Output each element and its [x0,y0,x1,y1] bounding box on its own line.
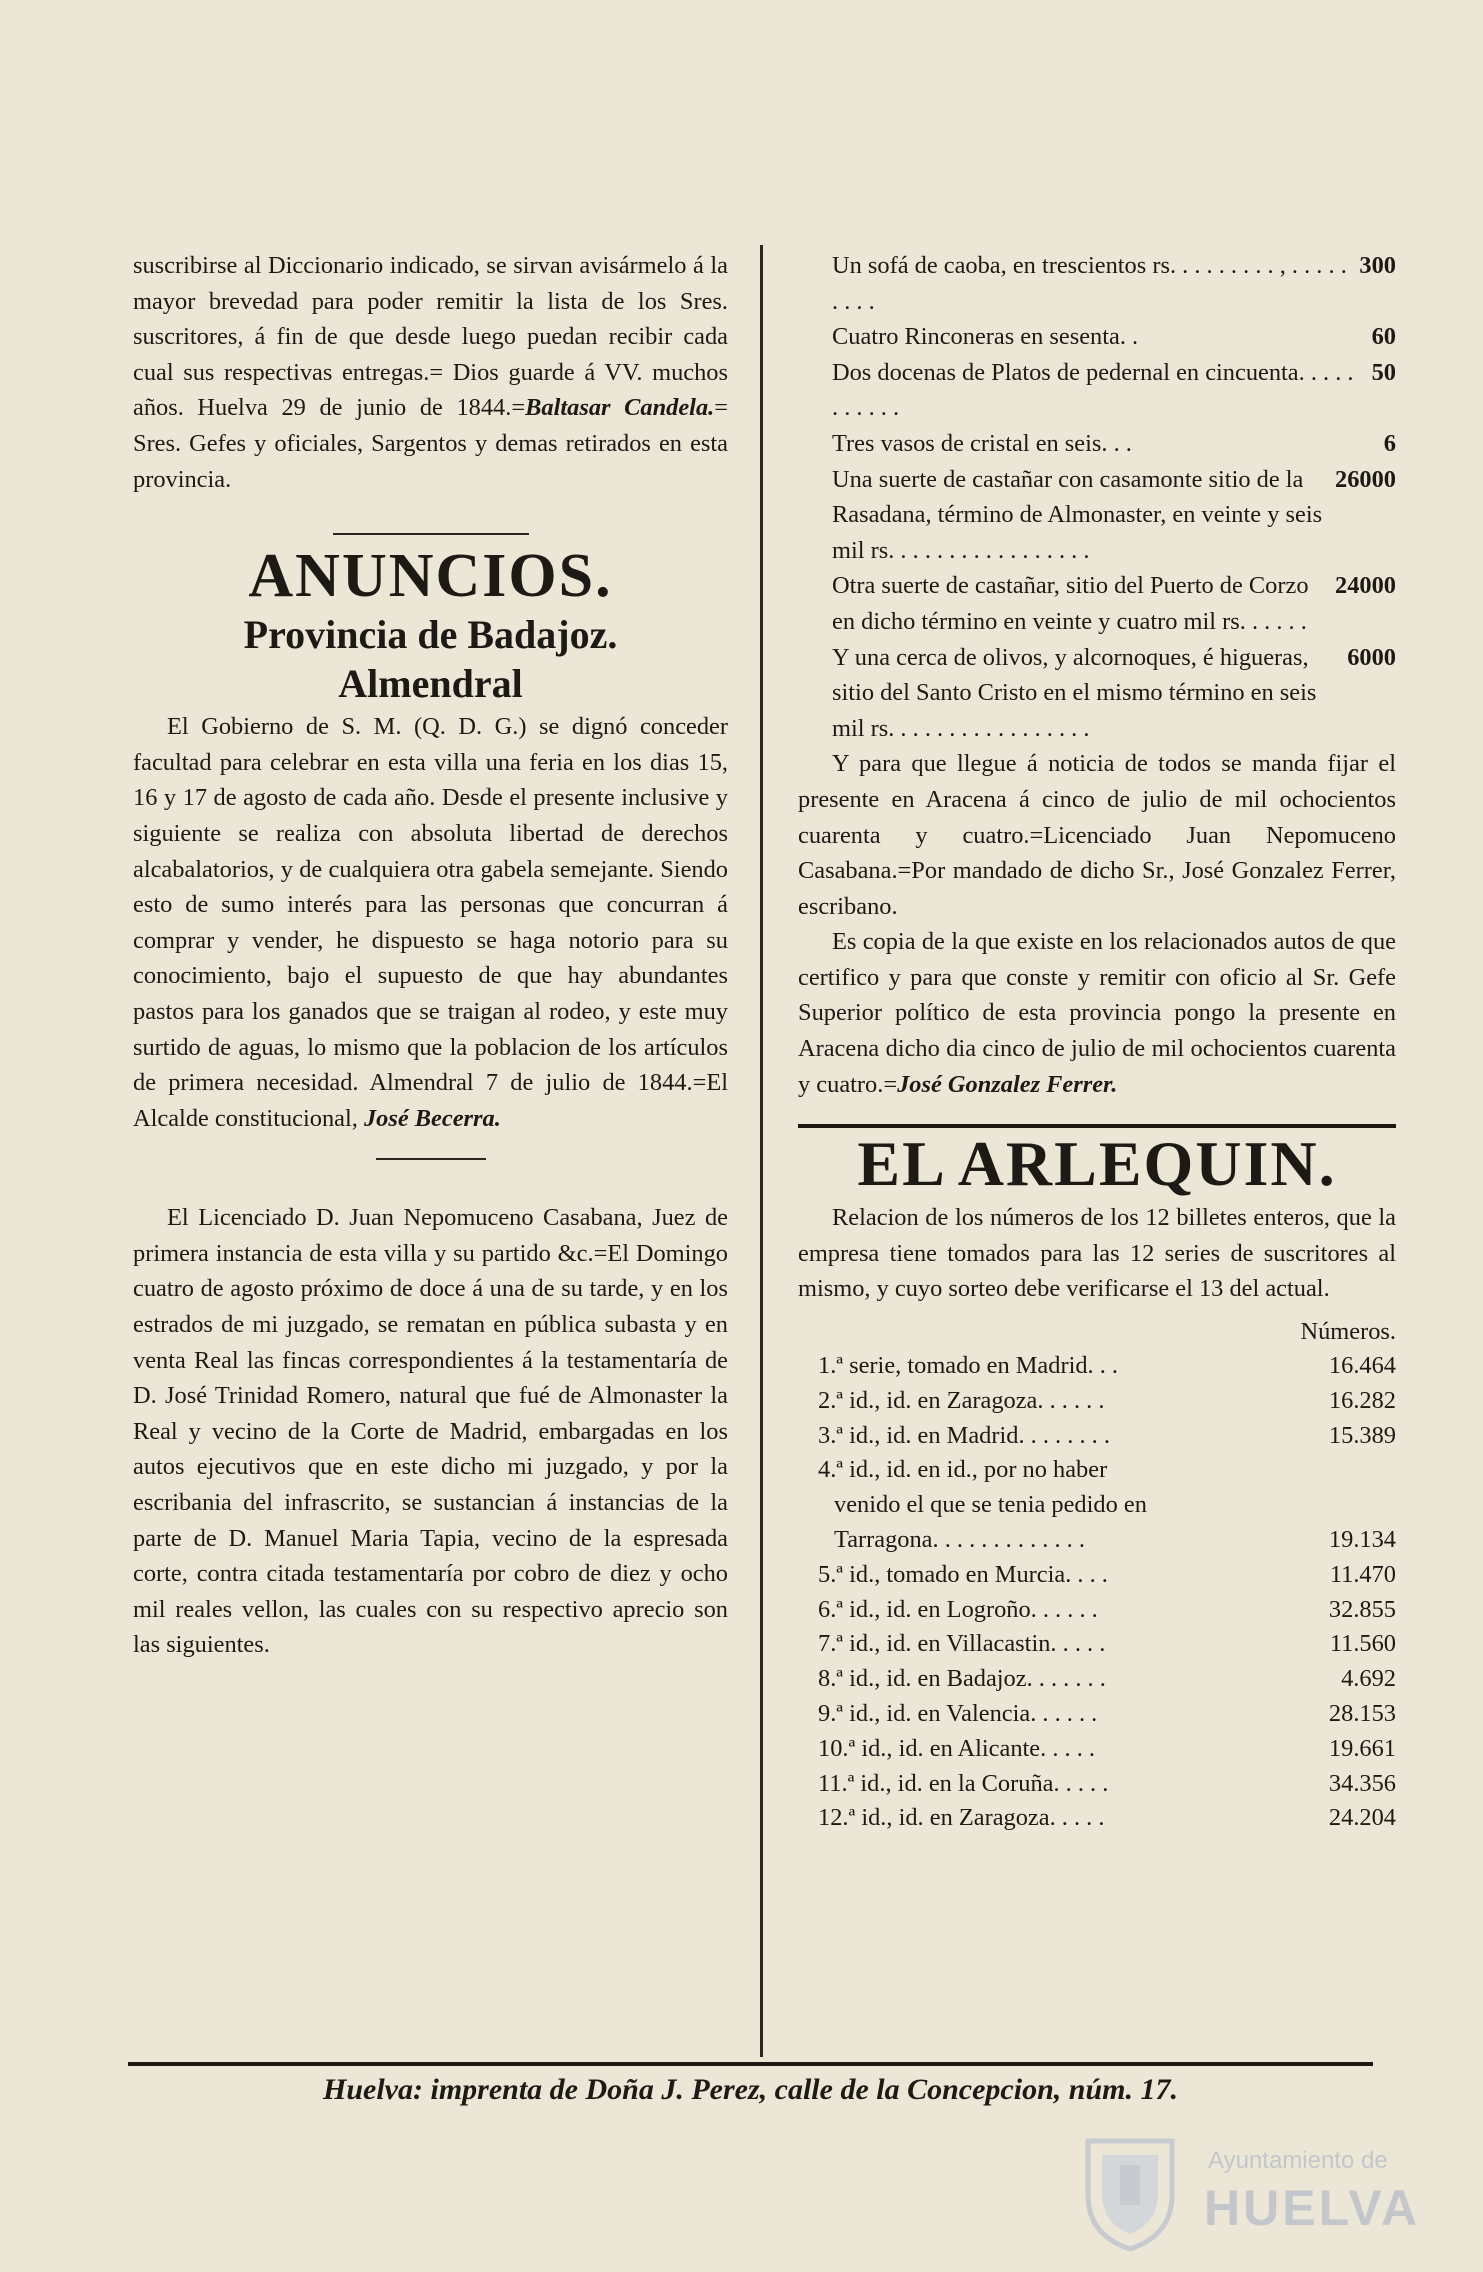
series-row [798,1732,1396,1767]
left-column [133,248,728,1663]
series-value: 32.855 [1328,1595,1396,1623]
archive-watermark [1080,2135,1421,2255]
series-row [798,1593,1396,1628]
series-value: 19.661 [1328,1734,1396,1762]
series-row [798,1419,1396,1454]
auction-item-row [798,355,1396,426]
auction-item-row [798,319,1396,355]
series-value: 4.692 [1341,1665,1396,1693]
series-label: 11.ª id., id. en la Coruña. . . . . [818,1769,1109,1797]
series-value: 28.153 [1328,1700,1396,1727]
series-label: 9.ª id., id. en Valencia. . . . . . [818,1700,1098,1727]
series-value: 24.204 [1328,1804,1396,1832]
series-label: 12.ª id., id. en Zaragoza. . . . . [818,1804,1105,1832]
series-value: 11.470 [1329,1560,1396,1588]
auction-item-text: Cuatro Rinconeras en sesenta. . [832,323,1139,351]
series-label: 6.ª id., id. en Logroño. . . . . . [818,1595,1098,1623]
anuncios-heading: ANUNCIOS. [248,542,613,611]
watermark-top: Ayuntamiento de [1208,2147,1388,2174]
series-row [798,1662,1396,1697]
series-value: 16.464 [1328,1352,1396,1380]
notice-divider [376,1158,486,1160]
series-row [798,1767,1396,1802]
auction-item-text: Un sofá de caoba, en trescientos rs. . . . . . . . . , . . . . . . . . . [832,252,1347,315]
auction-item-value: 6000 [1347,643,1396,671]
series-row [798,1558,1396,1593]
series-row [798,1627,1396,1662]
series-value: 19.134 [1328,1526,1396,1554]
subscription-notice-end: = Sres. Gefes y oficiales, Sargentos y demas retirados en esta provincia. [133,394,729,493]
auction-item-text: Otra suerte de castañar, sitio del Puerto de Corzo en dicho término en veinte y cuatro mil rs. . . . . . [832,572,1309,635]
series-row [798,1697,1396,1732]
series-label: 10.ª id., id. en Alicante. . . . . [818,1734,1096,1762]
auction-item-text: Dos docenas de Platos de pedernal en cincuenta. . . . . . . . . . . [832,358,1354,422]
column-rule [760,245,763,2057]
auction-item-value: 300 [1359,252,1396,279]
subscription-notice [133,248,728,497]
auction-notice: El Licenciado D. Juan Nepomuceno Casabana, Juez de primera instancia de esta villa y su partido &c.=El Domingo cuatro de agosto próximo de doce á una de su tarde, y en los estrados de mi juzgado, se rematan en pública subasta y en venta Real las fincas correspondientes á la testamentaría de D. José Trinidad Romero, natural que fué de Almonaster la Real y vecino de la Corte de Madrid, embargadas en los autos ejecutivos que en este dicho mi juzgado, y por la escribania del infrascrito, se sustancian á instancias de la parte de D. Manuel Maria Tapia, vecino de la espresada corte, contra citada testamentaría por cobro de diez y ocho mil reales vellon, las cuales con su respectivo aprecio son las siguientes. [133,1204,728,1659]
copy-certification-text: Es copia de la que existe en los relacionados autos de que certifico y para que conste y remitir con oficio al Sr. Gefe Superior político de esta provincia pongo la presente en Aracena dicho dia cinco de julio de mil ochocientos cuarenta y cuatro.= [798,928,1396,1098]
auction-item-value: 50 [1371,358,1396,386]
series-row [798,1523,1396,1558]
printer-footer: Huelva: imprenta de Doña J. Perez, calle de la Concepcion, núm. 17. [128,2062,1373,2112]
watermark-main: HUELVA [1204,2180,1421,2236]
series-label-cont: Tarragona. . . . . . . . . . . . . [834,1526,1085,1554]
auction-item-value: 26000 [1335,465,1396,493]
auction-items [798,248,1396,746]
lottery-intro: Relacion de los números de los 12 billetes enteros, que la empresa tiene tomados para las 12 series de suscritores al mismo, y cuyo sorteo debe verificarse el 13 del actual. [798,1204,1396,1303]
auction-item-row [798,568,1396,639]
series-label: 3.ª id., id. en Madrid. . . . . . . . [818,1421,1110,1449]
series-label: 5.ª id., tomado en Murcia. . . . [818,1560,1108,1588]
signature-becerra: José Becerra. [363,1104,501,1132]
series-value: 34.356 [1328,1769,1396,1797]
signature-baltasar: Baltasar Candela. [525,394,715,422]
shield-icon [1080,2135,1180,2253]
series-value: 11.560 [1329,1630,1396,1658]
auction-item-row [798,640,1396,747]
series-row [798,1384,1396,1419]
numbers-header: Números. [1300,1318,1396,1346]
auction-item-text: Una suerte de castañar con casamonte sitio de la Rasadana, término de Almonaster, en veinte y seis mil rs. . . . . . . . . . . . . . . . . [832,465,1323,564]
copy-certification [798,924,1396,1102]
auction-item-text: Tres vasos de cristal en seis. . . [832,429,1132,457]
province-heading: Provincia de Badajoz. [243,612,618,658]
series-row [798,1349,1396,1384]
series-value: 16.282 [1328,1386,1396,1414]
series-label: 8.ª id., id. en Badajoz. . . . . . . [818,1665,1106,1693]
series-row [798,1453,1396,1488]
right-column [798,248,1396,1836]
almendral-notice-text: El Gobierno de S. M. (Q. D. G.) se dignó conceder facultad para celebrar en esta villa una feria en los dias 15, 16 y 17 de agosto de cada año. Desde el presente inclusive y siguiente se realiza con absoluta libertad de derechos alcabalatorios, y de cualquiera otra gabela semejante. Siendo esto de sumo interés para las personas que concurran á comprar y vender, he dispuesto se haga notorio para su conocimiento, bajo el supuesto de que hay abundantes pastos para los ganados que se traigan al rodeo, y este muy surtido de aguas, lo mismo que la poblacion de los artículos de primera necesidad. Almendral 7 de julio de 1844.=El Alcalde constitucional, [133,713,728,1132]
arlequin-heading: EL ARLEQUIN. [857,1128,1337,1200]
series-label: 7.ª id., id. en Villacastin. . . . . [818,1630,1106,1658]
auction-item-row [798,462,1396,569]
auction-item-text: Y una cerca de olivos, y alcornoques, é higueras, sitio del Santo Cristo en el mismo término en seis mil rs. . . . . . . . . . . . . . . . . [832,643,1317,742]
aracena-notice: Y para que llegue á noticia de todos se manda fijar el presente en Aracena á cinco de julio de mil ochocientos cuarenta y cuatro.=Licenciado Juan Nepomuceno Casabana.=Por mandado de dicho Sr., José Gonzalez Ferrer, escribano. [798,750,1396,920]
auction-item-row [798,426,1396,462]
town-heading: Almendral [338,661,523,707]
auction-item-value: 6 [1383,429,1396,457]
series-label: 2.ª id., id. en Zaragoza. . . . . . [818,1386,1105,1414]
auction-item-value: 60 [1371,323,1396,351]
series-row [798,1801,1396,1836]
series-label-cont: venido el que se tenia pedido en [834,1491,1147,1519]
auction-item-row [798,248,1396,319]
almendral-notice [133,709,728,1136]
section-divider [333,533,529,535]
lottery-table [798,1349,1396,1836]
signature-ferrer: José Gonzalez Ferrer. [897,1070,1118,1098]
auction-item-value: 24000 [1335,572,1396,600]
subscription-notice-text: suscribirse al Diccionario indicado, se sirvan avisármelo á la mayor brevedad para poder remitir la lista de los Sres. suscritores, á fin de que desde luego puedan recibir cada cual sus respectivas entregas.= Dios guarde á VV. muchos años. Huelva 29 de junio de 1844.= [133,252,728,422]
series-label: 1.ª serie, tomado en Madrid. . . [818,1352,1119,1380]
series-label: 4.ª id., id. en id., por no haber [818,1456,1108,1484]
series-value: 15.389 [1328,1421,1396,1449]
